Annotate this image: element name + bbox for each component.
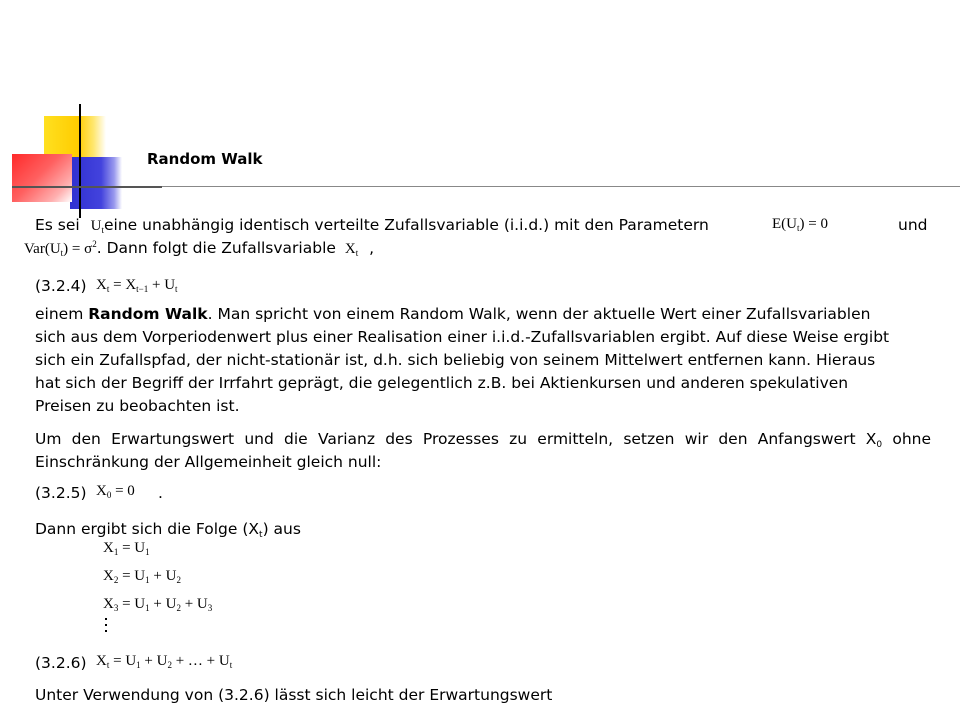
sequence-intro: Dann ergibt sich die Folge $(X_t)$ aus xyxy=(35,520,301,540)
last-line: Unter Verwendung von (3.2.6) lässt sich leicht der Erwartungswert xyxy=(35,686,553,704)
und-word: und xyxy=(898,216,928,234)
intro-line-1: Es sei $U_teine$ unabhängig identisch verteilte Zufallsvariable (i.i.d.) mit den Parametern xyxy=(35,216,709,235)
random-walk-equation: $X_t = X_{t-1} + U_t$ xyxy=(96,277,178,294)
vertical-ellipsis xyxy=(105,618,109,636)
paragraph-2-line-1: Um den Erwartungswert und die Varianz des Prozesses zu ermitteln, setzen wir den Anfangswert $X_0$ ohne xyxy=(35,430,931,450)
decorative-blue-square xyxy=(70,157,122,209)
eq-label-3-2-6: (3.2.6) xyxy=(35,654,87,672)
title-divider-accent xyxy=(12,186,162,188)
random-walk-sum-equation: $X_t = U_1 + U_2$ + … + $U_t$ xyxy=(96,653,233,670)
sequence-row-2: $X_2 = U_1 + U_2$ xyxy=(103,568,181,585)
eq-label-3-2-5: (3.2.5) xyxy=(35,484,87,502)
decorative-red-square xyxy=(12,154,72,202)
expectation-formula: $E(U_t) = 0$ xyxy=(772,216,828,233)
initial-value-equation: $X_0 = 0$ xyxy=(96,483,135,500)
sequence-row-3: $X_3 = U_1 + U_2 + U_3$ xyxy=(103,596,213,613)
paragraph-random-walk-definition: einem Random Walk. Man spricht von einem Random Walk, wenn der aktuelle Wert einer Zufallsvariablen sich aus dem Vorperiodenwert plus einer Realisation einer i.i.d.-Zufallsvariablen ergibt. Auf diese Weise ergibt sich ein Zufallspfad, der nicht-stationär ist, d.h. sich beliebig von seinem Mittelwert entfernen kann. Hieraus hat sich der Begriff der Irrfahrt geprägt, die gelegentlich z.B. bei Aktienkursen und anderen spekulativen Preisen zu beobachten ist. xyxy=(35,305,890,415)
paragraph-2-line-2: Einschränkung der Allgemeinheit gleich null: xyxy=(35,453,382,471)
decorative-vertical-line xyxy=(79,104,81,218)
sequence-row-1: $X_1 = U_1$ xyxy=(103,540,150,557)
eq-3-2-5-period: . xyxy=(158,484,163,502)
intro-line-2: $Var(U_t) = \sigma^2$. Dann folgt die Zufallsvariable $X_t$ , xyxy=(24,239,375,258)
random-walk-bold-term: Random Walk xyxy=(88,305,208,323)
eq-label-3-2-4: (3.2.4) xyxy=(35,277,87,295)
slide-title: Random Walk xyxy=(147,150,263,168)
